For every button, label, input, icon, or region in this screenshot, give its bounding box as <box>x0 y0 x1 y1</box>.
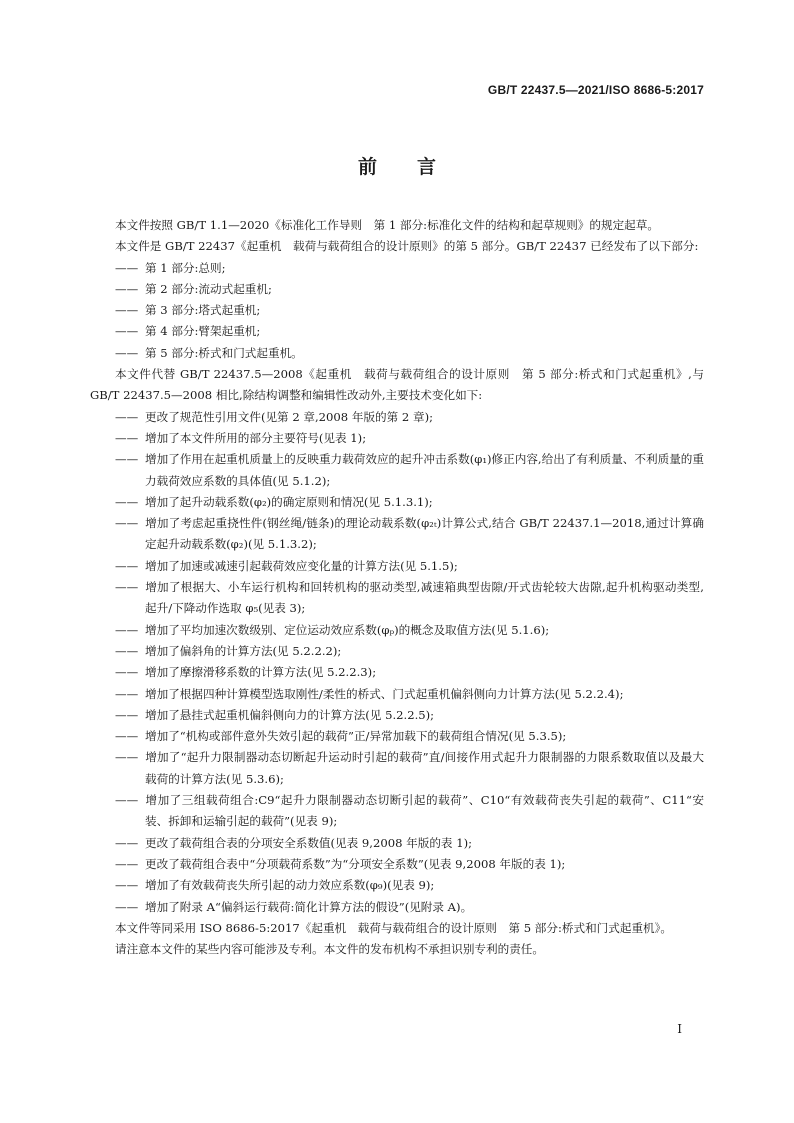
list-item: —— 增加了根据大、小车运行机构和回转机构的驱动类型,减速箱典型齿隙/开式齿轮较大齿隙,起升机构驱动类型,起升/下降动作选取 φ₅(见表 3); <box>90 577 704 620</box>
page-number: I <box>677 1022 682 1036</box>
list-dash: —— <box>115 260 139 275</box>
list-item: —— 更改了载荷组合表中“分项载荷系数”为“分项安全系数”(见表 9,2008 年版的表 1); <box>90 854 704 875</box>
list-item: —— 增加了偏斜角的计算方法(见 5.2.2.2); <box>90 641 704 662</box>
list-dash: —— <box>115 793 139 808</box>
list-item: —— 增加了悬挂式起重机偏斜侧向力的计算方法(见 5.2.2.5); <box>90 705 704 726</box>
paragraph-parts-intro: 本文件是 GB/T 22437《起重机 载荷与载荷组合的设计原则》的第 5 部分。GB/T 22437 已经发布了以下部分: <box>115 239 699 254</box>
paragraph-drafting-rules: 本文件按照 GB/T 1.1—2020《标准化工作导则 第 1 部分:标准化文件的结构和起草规则》的规定起草。 <box>115 218 659 232</box>
list-dash: —— <box>115 303 139 318</box>
list-dash: —— <box>115 899 139 914</box>
list-dash: —— <box>115 345 139 360</box>
list-dash: —— <box>115 665 139 680</box>
list-item: —— 增加了摩擦滑移系数的计算方法(见 5.2.2.3); <box>90 662 704 683</box>
page-title: 前言 <box>357 156 476 178</box>
list-item: —— 增加了本文件所用的部分主要符号(见表 1); <box>90 428 704 449</box>
list-dash: —— <box>115 750 139 765</box>
list-item: —— 增加了有效载荷丧失所引起的动力效应系数(φ₉)(见表 9); <box>90 875 704 896</box>
list-dash: —— <box>115 558 139 573</box>
list-item: —— 增加了作用在起重机质量上的反映重力载荷效应的起升冲击系数(φ₁)修正内容,给出了有利质量、不利质量的重力载荷效应系数的具体值(见 5.1.2); <box>90 449 704 492</box>
list-item: —— 增加了平均加速次数级别、定位运动效应系数(φₚ)的概念及取值方法(见 5.1.6); <box>90 620 704 641</box>
list-dash: —— <box>115 835 139 850</box>
list-item: —— 增加了附录 A“偏斜运行载荷:简化计算方法的假设”(见附录 A)。 <box>90 897 704 918</box>
list-dash: —— <box>115 516 139 531</box>
list-dash: —— <box>115 729 139 744</box>
list-dash: —— <box>115 686 139 701</box>
list-item: —— 第 5 部分:桥式和门式起重机。 <box>90 343 704 364</box>
list-item: —— 更改了载荷组合表的分项安全系数值(见表 9,2008 年版的表 1); <box>90 833 704 854</box>
list-dash: —— <box>115 707 139 722</box>
paragraph-replacement: 本文件代替 GB/T 22437.5—2008《起重机 载荷与载荷组合的设计原则 第 5 部分:桥式和门式起重机》,与 GB/T 22437.5—2008 相比,除结构调整和编辑性改动外,主要技术变化如下: <box>90 367 704 403</box>
list-dash: —— <box>115 494 139 509</box>
list-item: —— 增加了起升动载系数(φ₂)的确定原则和情况(见 5.1.3.1); <box>90 492 704 513</box>
list-dash: —— <box>115 580 139 595</box>
list-item: —— 第 4 部分:臂架起重机; <box>90 321 704 342</box>
changes-list <box>90 407 704 918</box>
list-dash: —— <box>115 409 139 424</box>
list-item: —— 更改了规范性引用文件(见第 2 章,2008 年版的第 2 章); <box>90 407 704 428</box>
list-item: —— 增加了根据四种计算模型选取刚性/柔性的桥式、门式起重机偏斜侧向力计算方法(见 5.2.2.4); <box>90 684 704 705</box>
list-item: —— 增加了“机构或部件意外失效引起的载荷”正/异常加载下的载荷组合情况(见 5.3.5); <box>90 726 704 747</box>
list-item: —— 第 1 部分:总则; <box>90 258 704 279</box>
paragraph-adoption: 本文件等同采用 ISO 8686-5:2017《起重机 载荷与载荷组合的设计原则 第 5 部分:桥式和门式起重机》。 <box>115 920 673 935</box>
list-dash: —— <box>115 452 139 467</box>
parts-list <box>90 258 704 364</box>
foreword-body <box>90 215 704 960</box>
list-item: —— 增加了考虑起重挠性件(钢丝绳/链条)的理论动载系数(φ₂ₜ)计算公式,结合 GB/T 22437.1—2018,通过计算确定起升动载系数(φ₂)(见 5.1.3.2); <box>90 513 704 556</box>
list-dash: —— <box>115 878 139 893</box>
list-item: —— 增加了“起升力限制器动态切断起升运动时引起的载荷”直/间接作用式起升力限制器的力限系数取值以及最大载荷的计算方法(见 5.3.6); <box>90 747 704 790</box>
list-item: —— 增加了加速或减速引起载荷效应变化量的计算方法(见 5.1.5); <box>90 556 704 577</box>
list-dash: —— <box>115 643 139 658</box>
paragraph-patent-notice: 请注意本文件的某些内容可能涉及专利。本文件的发布机构不承担识别专利的责任。 <box>115 942 544 957</box>
list-dash: —— <box>115 430 139 445</box>
list-item: —— 第 3 部分:塔式起重机; <box>90 300 704 321</box>
list-dash: —— <box>115 324 139 339</box>
standard-identifier: GB/T 22437.5—2021/ISO 8686-5:2017 <box>487 83 704 97</box>
list-item: —— 增加了三组载荷组合:C9“起升力限制器动态切断引起的载荷”、C10“有效载荷丧失引起的载荷”、C11“安装、拆卸和运输引起的载荷”(见表 9); <box>90 790 704 833</box>
list-dash: —— <box>115 622 139 637</box>
list-item: —— 第 2 部分:流动式起重机; <box>90 279 704 300</box>
list-dash: —— <box>115 856 139 871</box>
list-dash: —— <box>115 281 139 296</box>
